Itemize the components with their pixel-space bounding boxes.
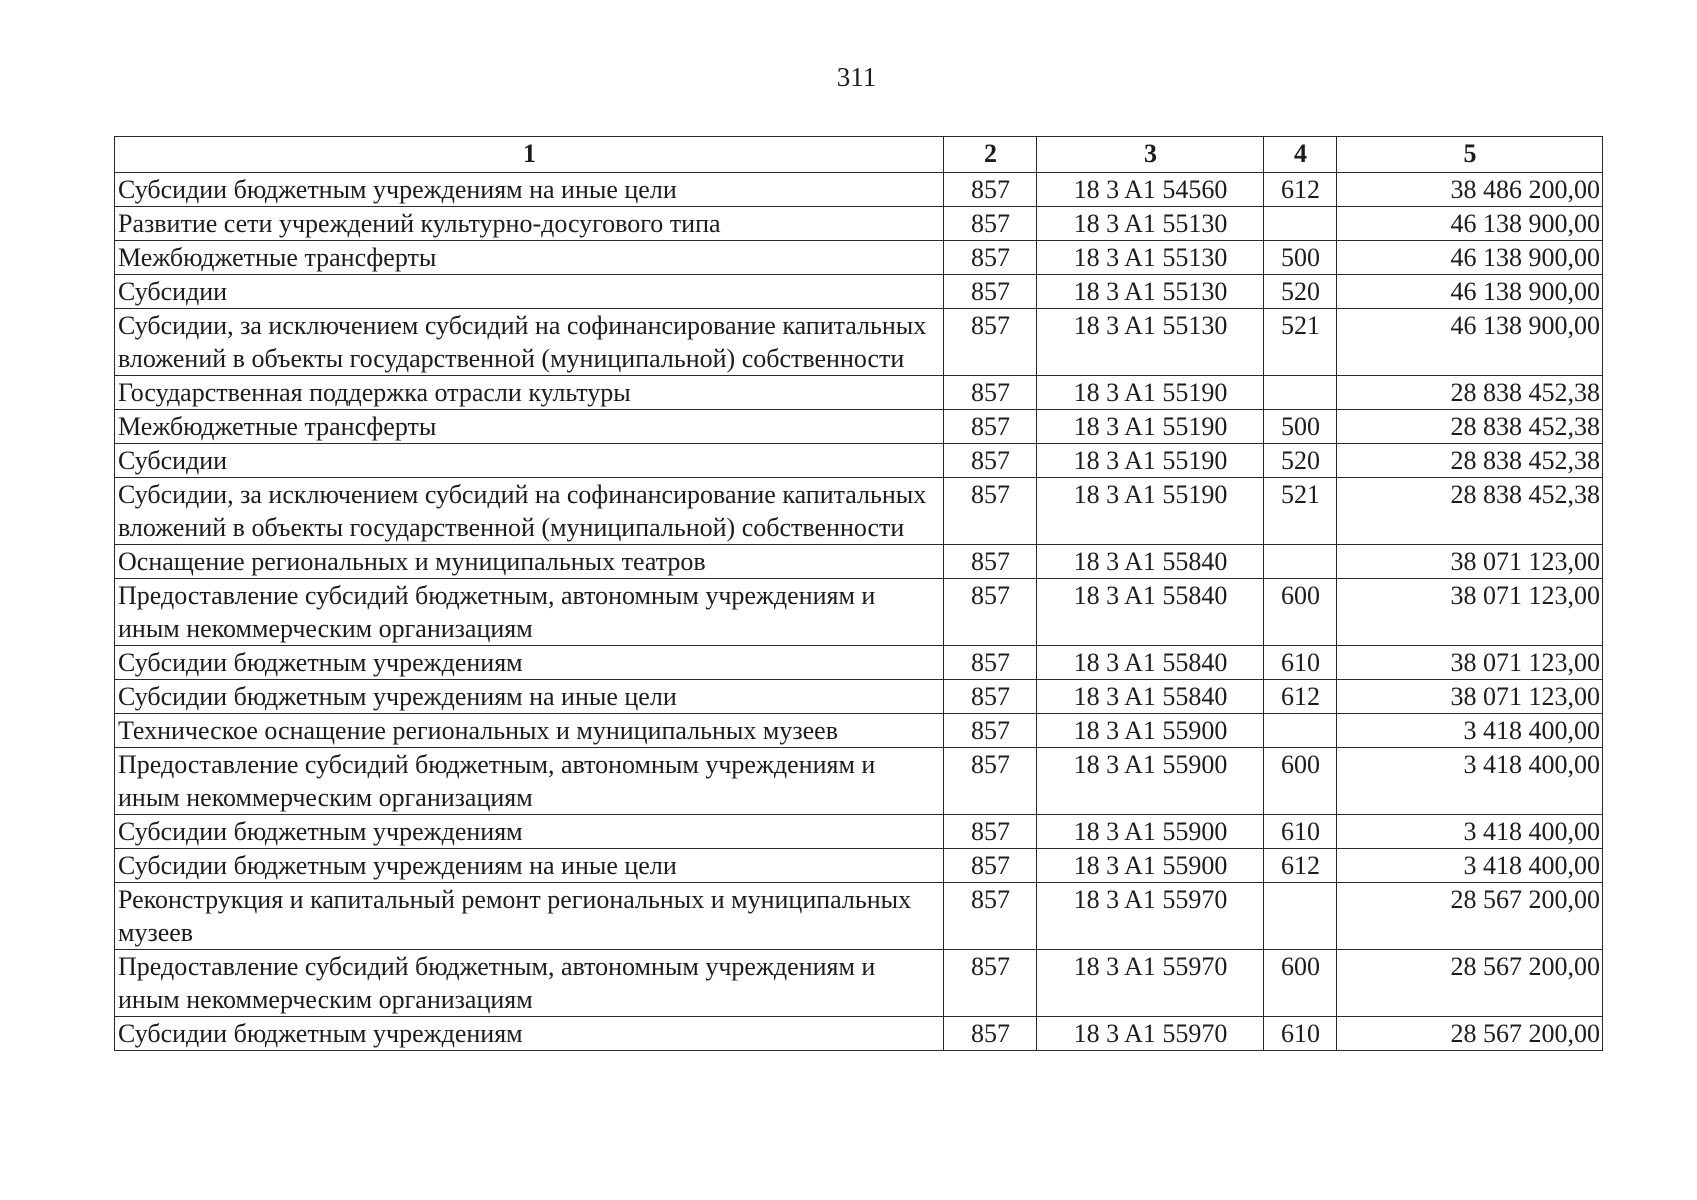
table-row [115, 309, 1603, 376]
row-ministry-cell: 857 [944, 849, 1037, 883]
row-target-code-cell: 18 3 A1 55840 [1037, 545, 1264, 579]
row-target-code-cell: 18 3 A1 55840 [1037, 579, 1264, 646]
row-target-code-cell: 18 3 A1 55190 [1037, 478, 1264, 545]
row-expense-kind-cell: 600 [1264, 748, 1337, 815]
row-target-code-cell: 18 3 A1 55970 [1037, 883, 1264, 950]
row-expense-kind-cell: 500 [1264, 410, 1337, 444]
row-target-code-cell: 18 3 A1 55130 [1037, 275, 1264, 309]
row-name-cell: Развитие сети учреждений культурно-досугового типа [115, 207, 944, 241]
row-amount-cell: 46 138 900,00 [1337, 309, 1603, 376]
row-amount-cell: 38 486 200,00 [1337, 173, 1603, 207]
header-col-4: 4 [1264, 137, 1337, 173]
table-row [115, 883, 1603, 950]
row-name-cell: Предоставление субсидий бюджетным, автономным учреждениям и иным некоммерческим организациям [115, 748, 944, 815]
table-header-row [115, 137, 1603, 173]
row-target-code-cell: 18 3 A1 55900 [1037, 748, 1264, 815]
row-ministry-cell: 857 [944, 680, 1037, 714]
row-expense-kind-cell: 610 [1264, 1017, 1337, 1051]
row-target-code-cell: 18 3 A1 55190 [1037, 410, 1264, 444]
row-ministry-cell: 857 [944, 883, 1037, 950]
table-row [115, 545, 1603, 579]
row-amount-cell: 3 418 400,00 [1337, 849, 1603, 883]
row-ministry-cell: 857 [944, 545, 1037, 579]
row-target-code-cell: 18 3 A1 55190 [1037, 444, 1264, 478]
table-row [115, 478, 1603, 545]
table-row [115, 748, 1603, 815]
row-expense-kind-cell [1264, 883, 1337, 950]
row-amount-cell: 38 071 123,00 [1337, 646, 1603, 680]
row-name-cell: Субсидии бюджетным учреждениям на иные цели [115, 173, 944, 207]
table-row [115, 207, 1603, 241]
table-row [115, 579, 1603, 646]
row-name-cell: Субсидии бюджетным учреждениям [115, 815, 944, 849]
row-target-code-cell: 18 3 A1 55130 [1037, 241, 1264, 275]
row-expense-kind-cell [1264, 714, 1337, 748]
row-ministry-cell: 857 [944, 275, 1037, 309]
row-name-cell: Субсидии бюджетным учреждениям [115, 646, 944, 680]
table-row [115, 950, 1603, 1017]
row-target-code-cell: 18 3 A1 54560 [1037, 173, 1264, 207]
row-ministry-cell: 857 [944, 173, 1037, 207]
row-ministry-cell: 857 [944, 478, 1037, 545]
row-ministry-cell: 857 [944, 579, 1037, 646]
row-target-code-cell: 18 3 A1 55900 [1037, 849, 1264, 883]
row-expense-kind-cell: 520 [1264, 275, 1337, 309]
row-expense-kind-cell: 612 [1264, 173, 1337, 207]
row-target-code-cell: 18 3 A1 55840 [1037, 680, 1264, 714]
row-ministry-cell: 857 [944, 815, 1037, 849]
row-name-cell: Субсидии [115, 275, 944, 309]
row-ministry-cell: 857 [944, 714, 1037, 748]
row-ministry-cell: 857 [944, 309, 1037, 376]
row-ministry-cell: 857 [944, 410, 1037, 444]
header-col-3: 3 [1037, 137, 1264, 173]
table-row [115, 275, 1603, 309]
row-amount-cell: 28 838 452,38 [1337, 376, 1603, 410]
table-row [115, 410, 1603, 444]
header-col-5: 5 [1337, 137, 1603, 173]
row-amount-cell: 28 838 452,38 [1337, 478, 1603, 545]
row-target-code-cell: 18 3 A1 55130 [1037, 309, 1264, 376]
row-ministry-cell: 857 [944, 1017, 1037, 1051]
row-expense-kind-cell [1264, 376, 1337, 410]
row-ministry-cell: 857 [944, 241, 1037, 275]
row-name-cell: Субсидии, за исключением субсидий на софинансирование капитальных вложений в объекты государственной (муниципальной) собственности [115, 478, 944, 545]
row-name-cell: Предоставление субсидий бюджетным, автономным учреждениям и иным некоммерческим организациям [115, 579, 944, 646]
row-expense-kind-cell [1264, 545, 1337, 579]
row-amount-cell: 46 138 900,00 [1337, 275, 1603, 309]
row-expense-kind-cell: 612 [1264, 680, 1337, 714]
table-body [115, 173, 1603, 1051]
row-ministry-cell: 857 [944, 950, 1037, 1017]
row-target-code-cell: 18 3 A1 55130 [1037, 207, 1264, 241]
row-ministry-cell: 857 [944, 376, 1037, 410]
table-row [115, 444, 1603, 478]
row-name-cell: Межбюджетные трансферты [115, 410, 944, 444]
row-name-cell: Субсидии бюджетным учреждениям [115, 1017, 944, 1051]
row-target-code-cell: 18 3 A1 55900 [1037, 815, 1264, 849]
header-col-1: 1 [115, 137, 944, 173]
row-ministry-cell: 857 [944, 207, 1037, 241]
row-expense-kind-cell: 600 [1264, 950, 1337, 1017]
row-amount-cell: 28 838 452,38 [1337, 444, 1603, 478]
row-expense-kind-cell: 521 [1264, 478, 1337, 545]
row-expense-kind-cell: 610 [1264, 646, 1337, 680]
row-target-code-cell: 18 3 A1 55840 [1037, 646, 1264, 680]
row-name-cell: Межбюджетные трансферты [115, 241, 944, 275]
row-expense-kind-cell: 610 [1264, 815, 1337, 849]
row-amount-cell: 46 138 900,00 [1337, 207, 1603, 241]
table-row [115, 815, 1603, 849]
table-row [115, 1017, 1603, 1051]
row-amount-cell: 3 418 400,00 [1337, 748, 1603, 815]
row-amount-cell: 28 567 200,00 [1337, 1017, 1603, 1051]
row-name-cell: Субсидии, за исключением субсидий на софинансирование капитальных вложений в объекты государственной (муниципальной) собственности [115, 309, 944, 376]
table-row [115, 714, 1603, 748]
row-name-cell: Субсидии бюджетным учреждениям на иные цели [115, 849, 944, 883]
row-target-code-cell: 18 3 A1 55190 [1037, 376, 1264, 410]
table-row [115, 849, 1603, 883]
table-row [115, 173, 1603, 207]
row-amount-cell: 3 418 400,00 [1337, 714, 1603, 748]
row-amount-cell: 28 567 200,00 [1337, 883, 1603, 950]
row-amount-cell: 38 071 123,00 [1337, 545, 1603, 579]
row-expense-kind-cell [1264, 207, 1337, 241]
row-name-cell: Реконструкция и капитальный ремонт региональных и муниципальных музеев [115, 883, 944, 950]
row-amount-cell: 3 418 400,00 [1337, 815, 1603, 849]
table-row [115, 680, 1603, 714]
row-expense-kind-cell: 521 [1264, 309, 1337, 376]
budget-table [114, 136, 1603, 1051]
page-number: 311 [836, 62, 877, 92]
row-ministry-cell: 857 [944, 444, 1037, 478]
row-name-cell: Оснащение региональных и муниципальных театров [115, 545, 944, 579]
row-target-code-cell: 18 3 A1 55900 [1037, 714, 1264, 748]
row-name-cell: Техническое оснащение региональных и муниципальных музеев [115, 714, 944, 748]
row-name-cell: Предоставление субсидий бюджетным, автономным учреждениям и иным некоммерческим организациям [115, 950, 944, 1017]
row-expense-kind-cell: 520 [1264, 444, 1337, 478]
table-row [115, 241, 1603, 275]
row-expense-kind-cell: 612 [1264, 849, 1337, 883]
row-ministry-cell: 857 [944, 748, 1037, 815]
row-expense-kind-cell: 500 [1264, 241, 1337, 275]
row-amount-cell: 38 071 123,00 [1337, 680, 1603, 714]
header-col-2: 2 [944, 137, 1037, 173]
table-row [115, 376, 1603, 410]
row-target-code-cell: 18 3 A1 55970 [1037, 950, 1264, 1017]
row-name-cell: Субсидии [115, 444, 944, 478]
row-target-code-cell: 18 3 A1 55970 [1037, 1017, 1264, 1051]
row-amount-cell: 28 567 200,00 [1337, 950, 1603, 1017]
row-name-cell: Государственная поддержка отрасли культуры [115, 376, 944, 410]
row-amount-cell: 46 138 900,00 [1337, 241, 1603, 275]
row-name-cell: Субсидии бюджетным учреждениям на иные цели [115, 680, 944, 714]
row-amount-cell: 28 838 452,38 [1337, 410, 1603, 444]
table-row [115, 646, 1603, 680]
row-amount-cell: 38 071 123,00 [1337, 579, 1603, 646]
row-ministry-cell: 857 [944, 646, 1037, 680]
row-expense-kind-cell: 600 [1264, 579, 1337, 646]
